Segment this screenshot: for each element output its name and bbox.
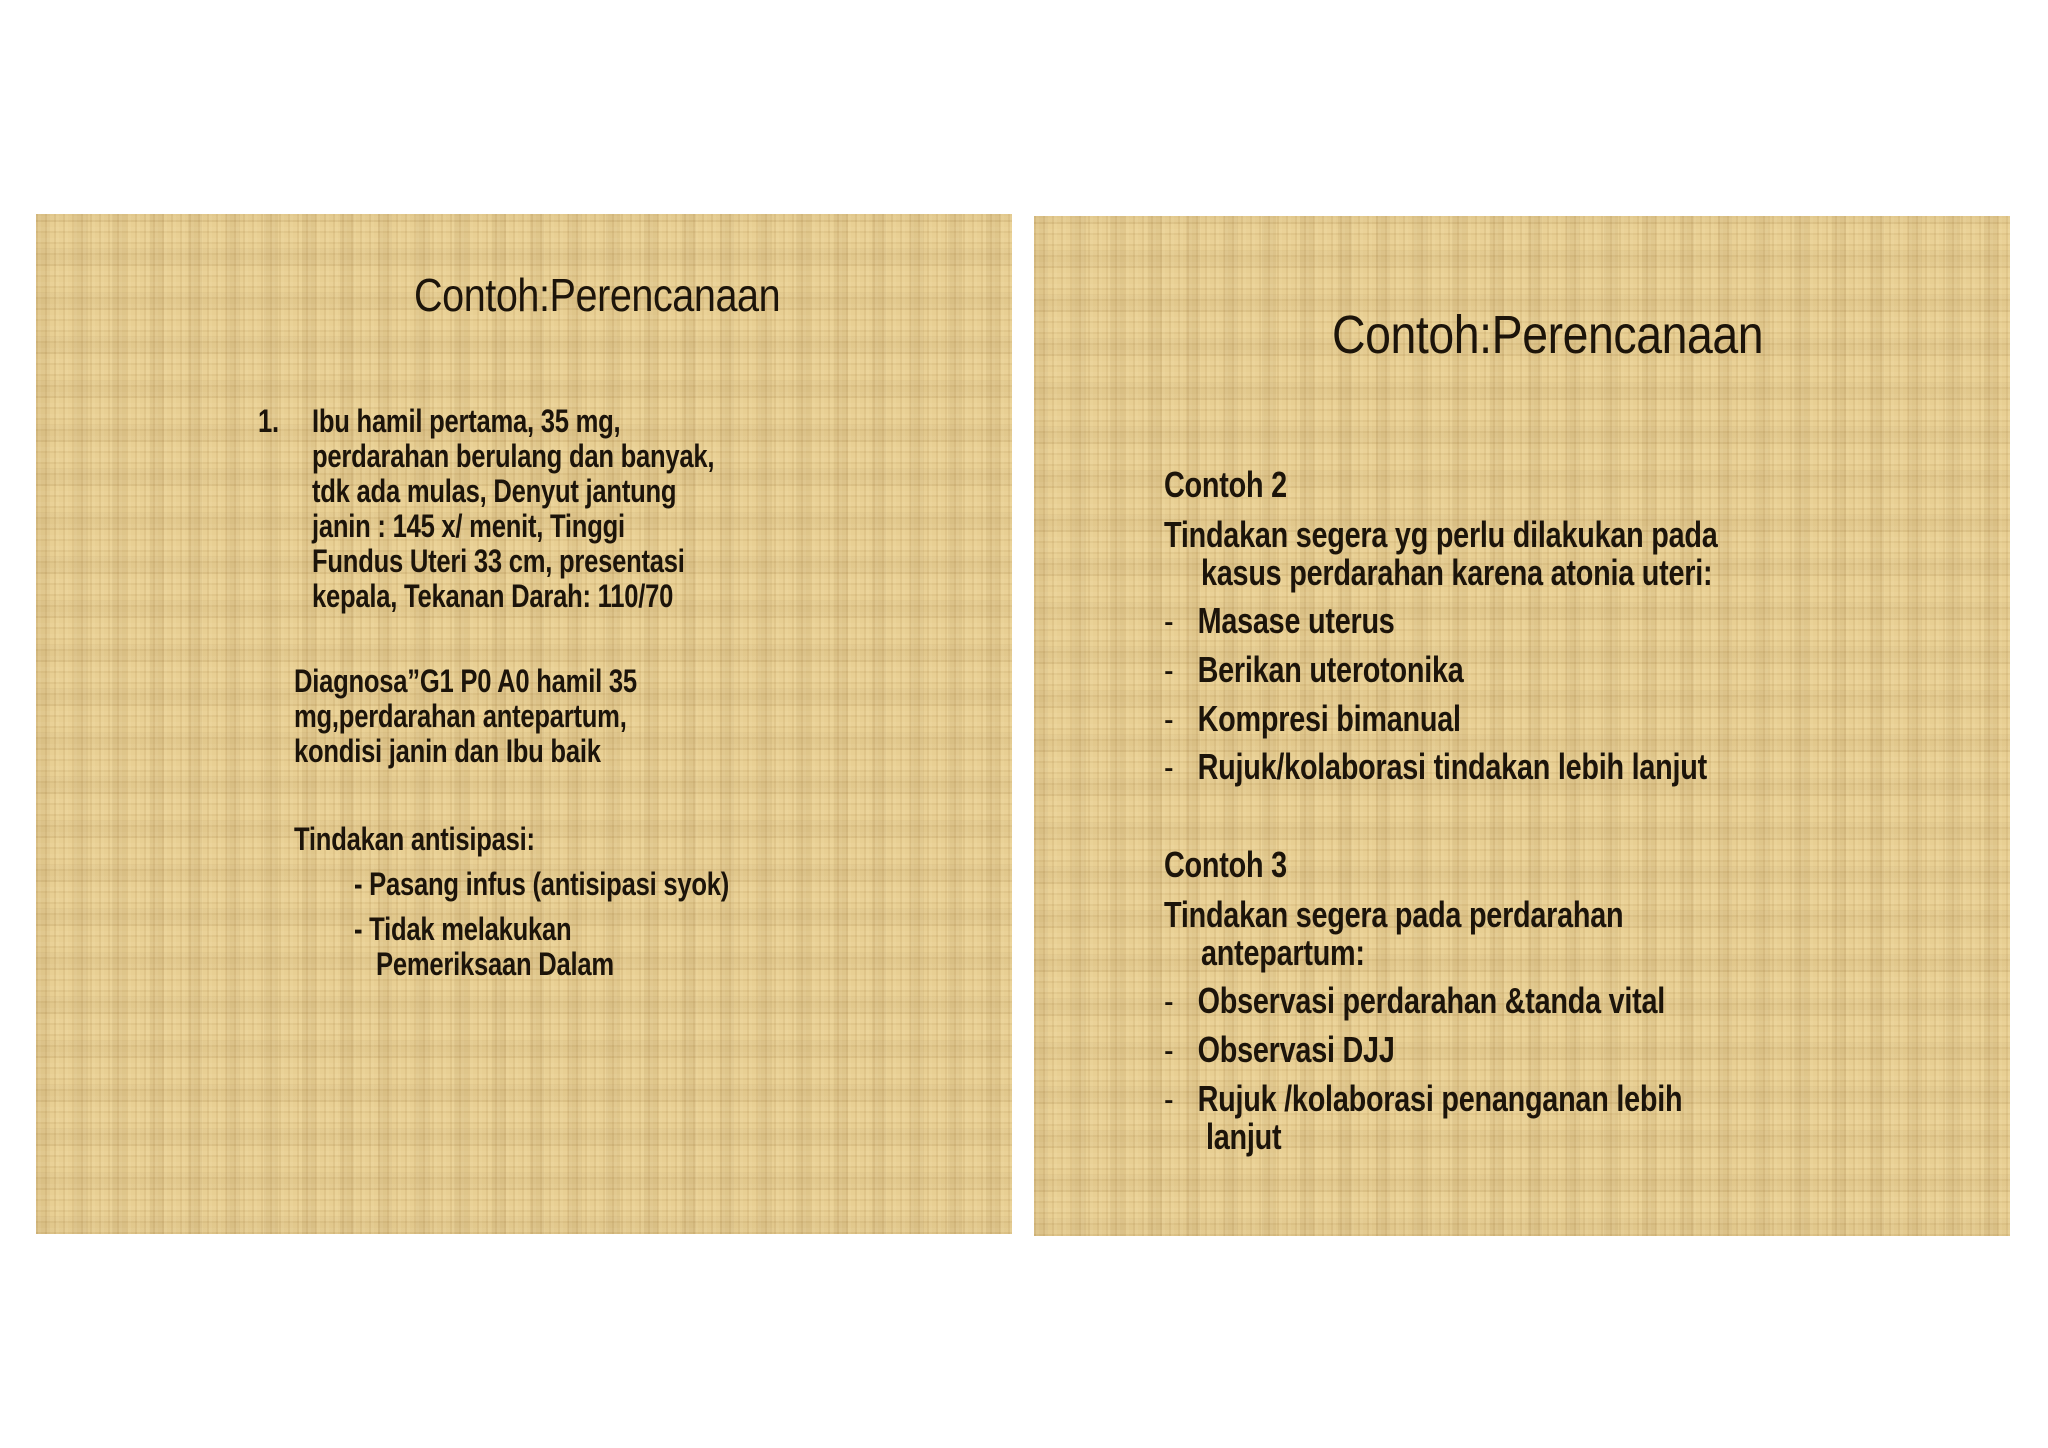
slide-right (1034, 216, 2010, 1236)
case-line: Fundus Uteri 33 cm, presentasi (312, 543, 685, 579)
diagnosis-line: Diagnosa”G1 P0 A0 hamil 35 (294, 663, 637, 699)
list-item (1164, 602, 1395, 640)
bullet-dash: - (1164, 698, 1174, 739)
list-item-text: Observasi perdarahan &tanda vital (1197, 980, 1666, 1021)
example-intro-line: Tindakan segera pada perdarahan (1164, 894, 1624, 935)
list-item (1164, 1080, 1682, 1118)
bullet-dash: - (1164, 649, 1174, 690)
list-item (1164, 982, 1665, 1020)
slide-title: Contoh:Perencanaan (1332, 305, 1764, 365)
slide-left (36, 214, 1012, 1234)
list-item-text: Rujuk /kolaborasi penanganan lebih (1197, 1078, 1683, 1119)
example-intro-line: kasus perdarahan karena atonia uteri: (1201, 552, 1713, 593)
list-item (1164, 748, 1707, 786)
list-item (1164, 1031, 1395, 1069)
list-item-continuation: lanjut (1206, 1116, 1282, 1157)
case-line: Ibu hamil pertama, 35 mg, (312, 403, 621, 439)
anticipation-item: - Pasang infus (antisipasi syok) (354, 866, 729, 902)
list-item-text: Masase uterus (1197, 600, 1395, 641)
diagnosis-line: mg,perdarahan antepartum, (294, 698, 627, 734)
list-item (1164, 700, 1461, 738)
list-item-text: Rujuk/kolaborasi tindakan lebih lanjut (1197, 746, 1707, 787)
case-line: perdarahan berulang dan banyak, (312, 438, 715, 474)
example-intro-line: antepartum: (1201, 932, 1365, 973)
anticipation-heading: Tindakan antisipasi: (294, 821, 535, 857)
bullet-dash: - (1164, 746, 1174, 787)
example-heading: Contoh 3 (1164, 844, 1287, 885)
case-line: janin : 145 x/ menit, Tinggi (312, 508, 625, 544)
bullet-dash: - (1164, 980, 1174, 1021)
bullet-dash: - (1164, 1078, 1174, 1119)
case-line: tdk ada mulas, Denyut jantung (312, 473, 677, 509)
bullet-dash: - (1164, 600, 1174, 641)
list-item-text: Berikan uterotonika (1197, 649, 1464, 690)
list-item-text: Observasi DJJ (1197, 1029, 1395, 1070)
example-intro-line: Tindakan segera yg perlu dilakukan pada (1164, 514, 1718, 555)
bullet-dash: - (1164, 1029, 1174, 1070)
example-heading: Contoh 2 (1164, 464, 1287, 505)
diagnosis-line: kondisi janin dan Ibu baik (294, 733, 601, 769)
anticipation-item: - Tidak melakukan (354, 911, 572, 947)
case-line: kepala, Tekanan Darah: 110/70 (312, 578, 674, 614)
list-item (1164, 651, 1464, 689)
list-item-text: Kompresi bimanual (1197, 698, 1461, 739)
case-number: 1. (258, 403, 279, 439)
anticipation-item: Pemeriksaan Dalam (376, 946, 614, 982)
slide-title: Contoh:Perencanaan (414, 269, 781, 321)
